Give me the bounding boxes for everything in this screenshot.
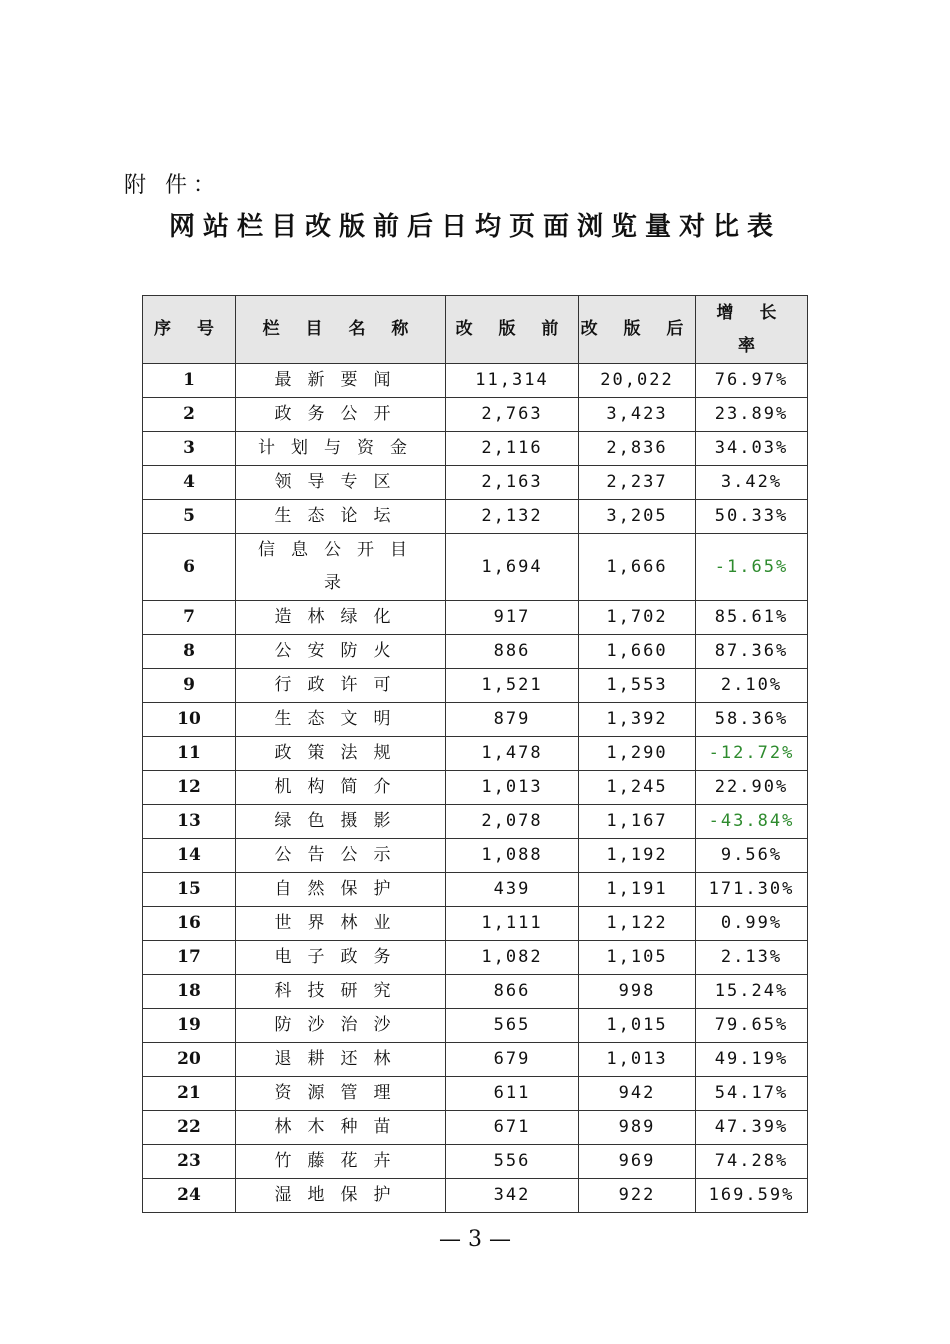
row-after-value: 1,192 <box>579 839 696 873</box>
row-number: 3 <box>143 432 236 466</box>
row-number: 10 <box>143 703 236 737</box>
row-growth-rate: 74.28% <box>696 1145 808 1179</box>
row-number: 18 <box>143 975 236 1009</box>
row-number: 4 <box>143 466 236 500</box>
row-number: 14 <box>143 839 236 873</box>
row-column-name: 计划与资金 <box>236 432 446 466</box>
row-growth-rate: 85.61% <box>696 601 808 635</box>
table-row <box>143 635 808 669</box>
row-after-value: 1,245 <box>579 771 696 805</box>
row-growth-rate: 76.97% <box>696 364 808 398</box>
row-column-name: 林木种苗 <box>236 1111 446 1145</box>
row-number: 13 <box>143 805 236 839</box>
row-growth-rate: 79.65% <box>696 1009 808 1043</box>
table-row <box>143 1077 808 1111</box>
row-column-name: 电子政务 <box>236 941 446 975</box>
row-column-name: 政策法规 <box>236 737 446 771</box>
table-row <box>143 873 808 907</box>
row-before-value: 1,013 <box>446 771 579 805</box>
row-column-name: 绿色摄影 <box>236 805 446 839</box>
row-before-value: 2,116 <box>446 432 579 466</box>
row-after-value: 1,290 <box>579 737 696 771</box>
row-after-value: 3,423 <box>579 398 696 432</box>
table-row <box>143 839 808 873</box>
row-after-value: 1,122 <box>579 907 696 941</box>
row-column-name: 公安防火 <box>236 635 446 669</box>
row-column-name: 领导专区 <box>236 466 446 500</box>
row-column-name: 行政许可 <box>236 669 446 703</box>
row-column-name: 自然保护 <box>236 873 446 907</box>
row-column-name: 生态论坛 <box>236 500 446 534</box>
row-before-value: 671 <box>446 1111 579 1145</box>
table-row <box>143 601 808 635</box>
header-name: 栏 目 名 称 <box>236 296 446 364</box>
comparison-table <box>142 295 808 1213</box>
row-before-value: 1,111 <box>446 907 579 941</box>
table-body <box>143 364 808 1213</box>
header-after: 改 版 后 <box>579 296 696 364</box>
row-growth-rate: 3.42% <box>696 466 808 500</box>
row-after-value: 942 <box>579 1077 696 1111</box>
row-number: 9 <box>143 669 236 703</box>
row-after-value: 998 <box>579 975 696 1009</box>
row-before-value: 1,088 <box>446 839 579 873</box>
row-column-name: 湿地保护 <box>236 1179 446 1213</box>
row-column-name: 政务公开 <box>236 398 446 432</box>
row-before-value: 565 <box>446 1009 579 1043</box>
row-before-value: 2,078 <box>446 805 579 839</box>
table-row <box>143 364 808 398</box>
row-growth-rate: -43.84% <box>696 805 808 839</box>
row-number: 22 <box>143 1111 236 1145</box>
table-row <box>143 941 808 975</box>
row-number: 11 <box>143 737 236 771</box>
table-row <box>143 669 808 703</box>
row-after-value: 1,191 <box>579 873 696 907</box>
row-number: 24 <box>143 1179 236 1213</box>
row-column-name: 世界林业 <box>236 907 446 941</box>
row-number: 5 <box>143 500 236 534</box>
row-after-value: 1,660 <box>579 635 696 669</box>
table-row <box>143 534 808 601</box>
table-row <box>143 1043 808 1077</box>
row-growth-rate: 58.36% <box>696 703 808 737</box>
row-after-value: 922 <box>579 1179 696 1213</box>
row-after-value: 969 <box>579 1145 696 1179</box>
row-before-value: 679 <box>446 1043 579 1077</box>
header-no: 序 号 <box>143 296 236 364</box>
table-row <box>143 737 808 771</box>
row-number: 15 <box>143 873 236 907</box>
row-growth-rate: 54.17% <box>696 1077 808 1111</box>
row-before-value: 917 <box>446 601 579 635</box>
row-after-value: 1,013 <box>579 1043 696 1077</box>
row-after-value: 20,022 <box>579 364 696 398</box>
row-number: 23 <box>143 1145 236 1179</box>
row-after-value: 1,167 <box>579 805 696 839</box>
row-after-value: 1,105 <box>579 941 696 975</box>
page-title: 网站栏目改版前后日均页面浏览量对比表 <box>168 212 781 242</box>
row-growth-rate: 2.13% <box>696 941 808 975</box>
row-after-value: 1,702 <box>579 601 696 635</box>
row-before-value: 556 <box>446 1145 579 1179</box>
row-growth-rate: 171.30% <box>696 873 808 907</box>
row-before-value: 342 <box>446 1179 579 1213</box>
row-after-value: 3,205 <box>579 500 696 534</box>
row-before-value: 2,763 <box>446 398 579 432</box>
row-number: 16 <box>143 907 236 941</box>
row-growth-rate: 23.89% <box>696 398 808 432</box>
row-number: 19 <box>143 1009 236 1043</box>
row-before-value: 2,163 <box>446 466 579 500</box>
page-number: — 3 — <box>439 1227 511 1252</box>
table-row <box>143 432 808 466</box>
table-row <box>143 975 808 1009</box>
row-before-value: 886 <box>446 635 579 669</box>
row-column-name: 退耕还林 <box>236 1043 446 1077</box>
table-row <box>143 771 808 805</box>
row-before-value: 1,082 <box>446 941 579 975</box>
row-before-value: 1,478 <box>446 737 579 771</box>
table-row <box>143 1145 808 1179</box>
row-before-value: 879 <box>446 703 579 737</box>
row-column-name: 公告公示 <box>236 839 446 873</box>
row-column-name: 科技研究 <box>236 975 446 1009</box>
row-number: 17 <box>143 941 236 975</box>
row-growth-rate: 47.39% <box>696 1111 808 1145</box>
row-growth-rate: 0.99% <box>696 907 808 941</box>
row-growth-rate: 87.36% <box>696 635 808 669</box>
row-growth-rate: -12.72% <box>696 737 808 771</box>
table-row <box>143 398 808 432</box>
row-after-value: 989 <box>579 1111 696 1145</box>
table-row <box>143 907 808 941</box>
row-before-value: 11,314 <box>446 364 579 398</box>
row-number: 8 <box>143 635 236 669</box>
row-growth-rate: 169.59% <box>696 1179 808 1213</box>
row-after-value: 2,836 <box>579 432 696 466</box>
header-before: 改 版 前 <box>446 296 579 364</box>
row-column-name: 最新要闻 <box>236 364 446 398</box>
row-number: 12 <box>143 771 236 805</box>
row-growth-rate: 34.03% <box>696 432 808 466</box>
row-growth-rate: 2.10% <box>696 669 808 703</box>
row-after-value: 1,392 <box>579 703 696 737</box>
table-header-row <box>143 296 808 364</box>
row-growth-rate: 15.24% <box>696 975 808 1009</box>
table-row <box>143 703 808 737</box>
row-after-value: 2,237 <box>579 466 696 500</box>
table-row <box>143 1009 808 1043</box>
row-number: 20 <box>143 1043 236 1077</box>
row-growth-rate: 9.56% <box>696 839 808 873</box>
row-column-name: 竹藤花卉 <box>236 1145 446 1179</box>
row-number: 21 <box>143 1077 236 1111</box>
row-column-name: 造林绿化 <box>236 601 446 635</box>
row-after-value: 1,015 <box>579 1009 696 1043</box>
row-growth-rate: -1.65% <box>696 534 808 601</box>
row-column-name: 机构简介 <box>236 771 446 805</box>
row-number: 2 <box>143 398 236 432</box>
attachment-label: 附 件： <box>124 173 221 198</box>
row-before-value: 439 <box>446 873 579 907</box>
row-number: 7 <box>143 601 236 635</box>
row-number: 1 <box>143 364 236 398</box>
table-row <box>143 466 808 500</box>
row-growth-rate: 49.19% <box>696 1043 808 1077</box>
row-before-value: 1,694 <box>446 534 579 601</box>
row-after-value: 1,553 <box>579 669 696 703</box>
row-column-name: 防沙治沙 <box>236 1009 446 1043</box>
row-before-value: 611 <box>446 1077 579 1111</box>
row-growth-rate: 50.33% <box>696 500 808 534</box>
row-column-name: 信息公开目录 <box>236 534 446 601</box>
row-number: 6 <box>143 534 236 601</box>
header-rate: 增 长 率 <box>696 296 808 364</box>
row-column-name: 生态文明 <box>236 703 446 737</box>
table-row <box>143 1179 808 1213</box>
row-growth-rate: 22.90% <box>696 771 808 805</box>
table-row <box>143 500 808 534</box>
table-row <box>143 1111 808 1145</box>
row-column-name: 资源管理 <box>236 1077 446 1111</box>
row-after-value: 1,666 <box>579 534 696 601</box>
row-before-value: 1,521 <box>446 669 579 703</box>
table-row <box>143 805 808 839</box>
row-before-value: 2,132 <box>446 500 579 534</box>
row-before-value: 866 <box>446 975 579 1009</box>
